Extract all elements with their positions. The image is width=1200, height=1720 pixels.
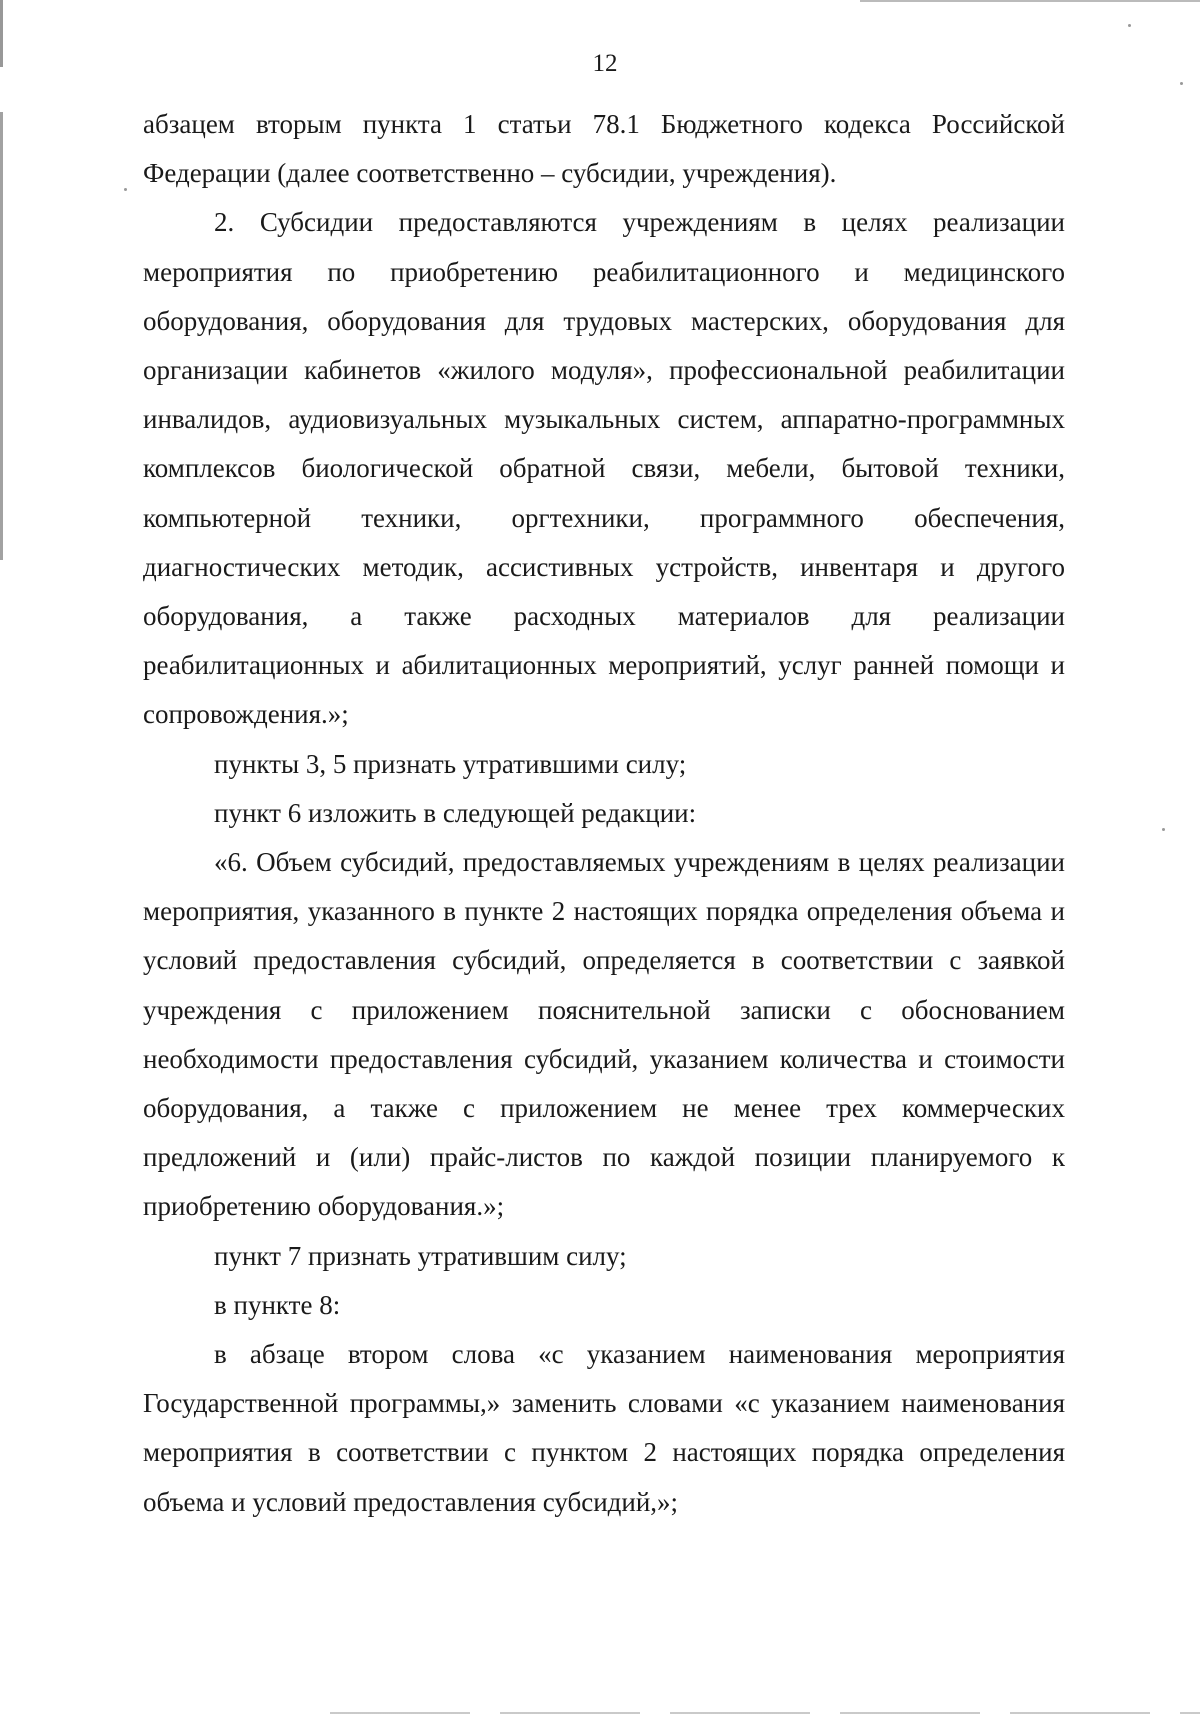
scan-speck [1162,828,1165,831]
scan-edge-left [0,0,3,560]
scan-speck [124,188,127,191]
scan-speck [1128,24,1131,27]
paragraph-3: пункты 3, 5 признать утратившими силу; [214,748,687,779]
paragraph-5: «6. Объем субсидий, предоставляемых учреждениям в целях реализации мероприятия, указанного в пункте 2 настоящих порядка определения объема и условий предоставления субсидий, определяется в соответствии с заявкой учреждения с приложением пояснительной записки с обоснованием необходимости предоставления субсидий, указанием количества и стоимости оборудования, а также с приложением не менее трех коммерческих предложений и (или) прайс-листов по каждой позиции планируемого к приобретению оборудования.»; [143,847,1065,1222]
paragraph-7: в пункте 8: [214,1289,341,1320]
paragraph-2: 2. Субсидии предоставляются учреждениям в целях реализации мероприятия по приобретению реабилитационного и медицинского оборудования, оборудования для трудовых мастерских, оборудования для организации кабинетов «жилого модуля», профессиональной реабилитации инвалидов, аудиовизуальных музыкальных систем, аппаратно-программных комплексов биологической обратной связи, мебели, бытовой техники, компьютерной техники, оргтехники, программного обеспечения, диагностических методик, ассистивных устройств, инвентаря и другого оборудования, а также расходных материалов для реализации реабилитационных и абилитационных мероприятий, услуг ранней помощи и сопровождения.»; [143,207,1065,730]
paragraph-6: пункт 7 признать утратившим силу; [214,1240,627,1271]
scan-edge-bottom [330,1712,1200,1714]
paragraph-4: пункт 6 изложить в следующей редакции: [214,797,697,828]
page-number: 12 [592,50,618,77]
paragraph-1: абзацем вторым пункта 1 статьи 78.1 Бюджетного кодекса Российской Федерации (далее соответственно – субсидии, учреждения). [143,109,1065,189]
scan-speck [1180,82,1183,85]
scan-edge-top [860,0,1200,2]
paragraph-8: в абзаце втором слова «с указанием наименования мероприятия Государственной программы,» заменить словами «с указанием наименования мероприятия в соответствии с пунктом 2 настоящих порядка определения объема и условий предоставления субсидий,»; [143,1339,1065,1517]
document-body [143,100,1065,1527]
